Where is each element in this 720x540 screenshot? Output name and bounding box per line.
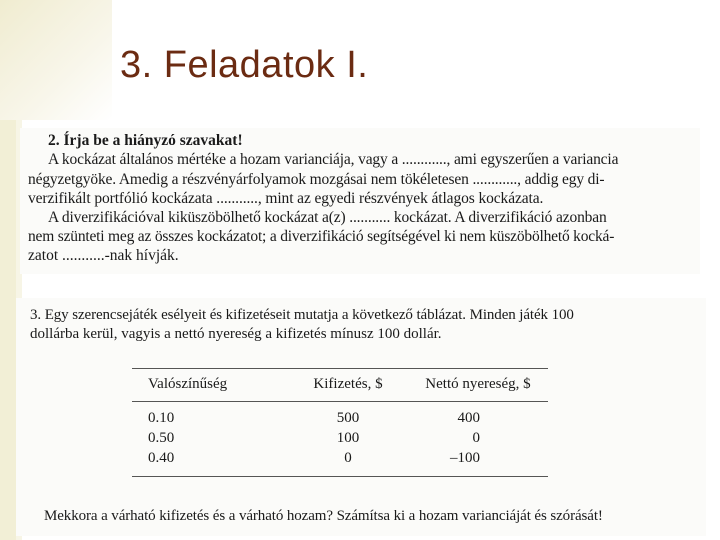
- column-header: Valószínűség: [132, 369, 288, 402]
- table-row: [132, 402, 548, 429]
- decorative-corner: [0, 0, 112, 120]
- task3-line: 3. Egy szerencsejáték esélyeit és kifizetéseit mutatja a következő táblázat. Minden játék 100: [30, 307, 574, 323]
- table-row: [132, 428, 548, 448]
- table-cell: 0.10: [148, 410, 175, 426]
- table-cell: 0: [472, 430, 480, 446]
- table-cell: 0.50: [148, 430, 175, 446]
- table-row: [132, 448, 548, 468]
- task2-heading: 2. Írja be a hiányzó szavakat!: [48, 132, 243, 149]
- column-header: Kifizetés, $: [288, 369, 408, 402]
- task2-line: verzifikált portfólió kockázata ..........., mint az egyedi részvények átlagos kockázata.: [28, 190, 544, 207]
- table-cell: 100: [336, 430, 360, 446]
- table-cell: –100: [450, 450, 480, 466]
- task3-question: Mekkora a várható kifizetés és a várható hozam? Számítsa ki a hozam varianciáját és szórását!: [44, 508, 603, 524]
- slide-title: 3. Feladatok I.: [120, 44, 369, 86]
- task2-line: A kockázat általános mértéke a hozam varianciája, vagy a ............, ami egyszerűen a variancia: [48, 151, 619, 168]
- task2-line: nem szünteti meg az összes kockázatot; a diverzifikáció segítségével ki nem küszöbölhető kocká-: [28, 228, 615, 245]
- table-header-row: [132, 369, 548, 402]
- column-header: Nettó nyereség, $: [408, 369, 548, 402]
- task3-line: dollárba kerül, vagyis a nettó nyereség a kifizetés mínusz 100 dollár.: [30, 326, 442, 342]
- table-cell: 400: [457, 410, 480, 426]
- task2-line: négyzetgyöke. Amedig a részvényárfolyamok mozgásai nem tökéletesen ............, addig egy di-: [28, 171, 605, 188]
- table-cell: 0: [344, 450, 352, 466]
- table-bottom-rule: [132, 476, 548, 477]
- task2-line: zatot ...........-nak hívják.: [28, 247, 179, 264]
- table-cell: 500: [336, 410, 360, 426]
- table-cell: 0.40: [148, 450, 175, 466]
- task2-line: A diverzifikációval kiküszöbölhető kockázat a(z) ........... kockázat. A diverzifikáció azonban: [48, 209, 607, 226]
- payoff-table: [132, 368, 548, 468]
